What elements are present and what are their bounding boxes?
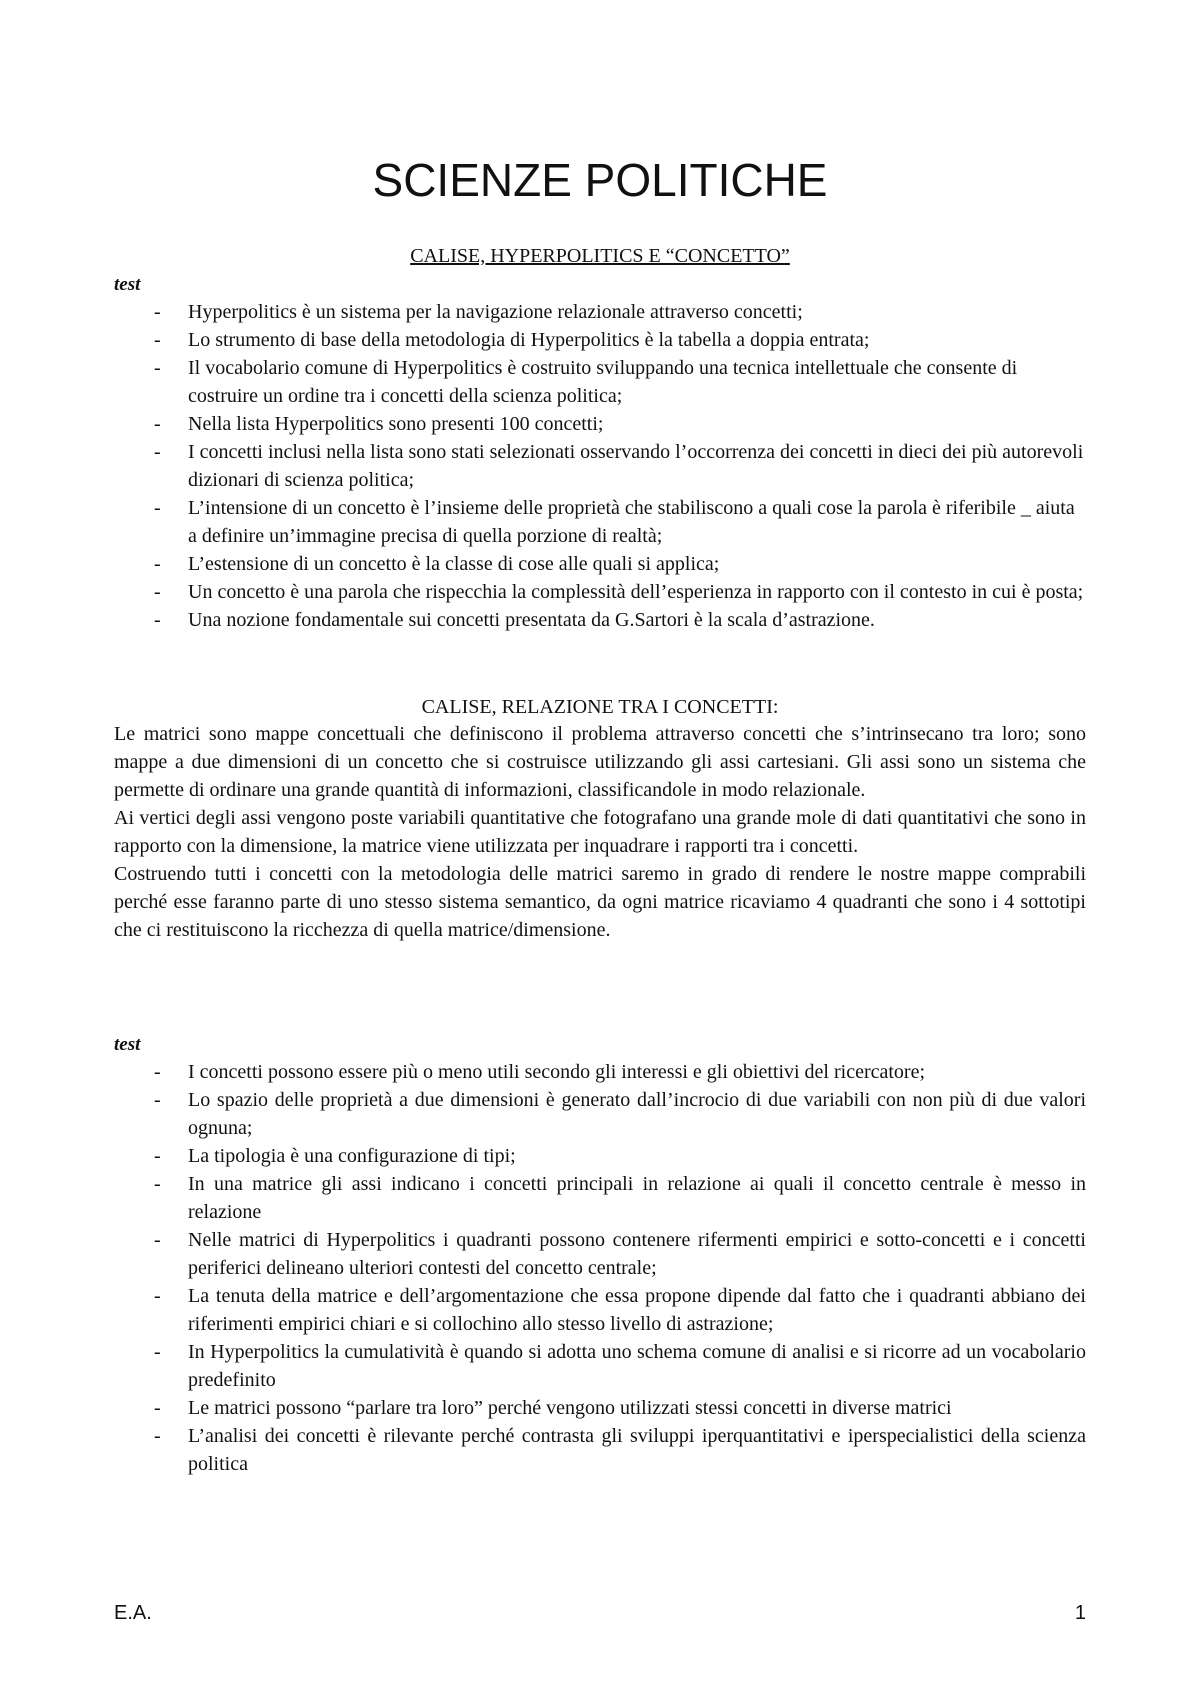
list-item: - Nella lista Hyperpolitics sono presenti 100 concetti; [154,413,604,435]
list-item: - Lo spazio delle proprietà a due dimensioni è generato dall’incrocio di due variabili con non più di due valori ognuna; [154,1089,1086,1139]
list-item: - L’estensione di un concetto è la classe di cose alle quali si applica; [154,553,720,575]
test-list-1 [114,298,1086,634]
list-item: - In una matrice gli assi indicano i concetti principali in relazione ai quali il concetto centrale è messo in relazione [154,1173,1086,1223]
list-item: - I concetti inclusi nella lista sono stati selezionati osservando l’occorrenza dei concetti in dieci dei più autorevoli dizionari di scienza politica; [154,441,1084,491]
list-item: - La tenuta della matrice e dell’argomentazione che essa propone dipende dal fatto che i quadranti abbiano dei riferimenti empirici chiari e si collochino allo stesso livello di astrazione; [154,1285,1086,1335]
page-number: 1 [1074,1602,1086,1624]
list-item: - Le matrici possono “parlare tra loro” perché vengono utilizzati stessi concetti in diverse matrici [154,1397,952,1419]
list-item: - Lo strumento di base della metodologia di Hyperpolitics è la tabella a doppia entrata; [154,329,870,351]
footer-author: E.A. [114,1602,152,1624]
test-label: test [114,274,141,295]
test-list-2 [114,1058,1086,1478]
paragraph: Ai vertici degli assi vengono poste variabili quantitative che fotografano una grande mole di dati quantitativi che sono in rapporto con la dimensione, la matrice viene utilizzata per inquadrare i rapporti tra i concetti. [114,807,1086,857]
list-item: - Il vocabolario comune di Hyperpolitics è costruito sviluppando una tecnica intellettuale che consente di costruire un ordine tra i concetti della scienza politica; [154,357,1018,407]
paragraph: Le matrici sono mappe concettuali che definiscono il problema attraverso concetti che s’intrinsecano tra loro; sono mappe a due dimensioni di un concetto che si costruisce utilizzando gli assi cartesiani. Gli assi sono un sistema che permette di ordinare una grande quantità di informazioni, classificandole in modo relazionale. [114,723,1086,801]
section-heading-hyperpolitics: CALISE, HYPERPOLITICS E “CONCETTO” [410,245,790,267]
document-title: SCIENZE POLITICHE [372,154,828,206]
list-item: - I concetti possono essere più o meno utili secondo gli interessi e gli obiettivi del ricercatore; [154,1061,926,1083]
test-label: test [114,1034,141,1055]
section-heading-relazione: CALISE, RELAZIONE TRA I CONCETTI: [421,696,779,718]
paragraph: Costruendo tutti i concetti con la metodologia delle matrici saremo in grado di rendere le nostre mappe comprabili perché esse faranno parte di uno stesso sistema semantico, da ogni matrice ricaviamo 4 quadranti che sono i 4 sottotipi che ci restituiscono la ricchezza di quella matrice/dimensione. [114,863,1086,941]
list-item: - Nelle matrici di Hyperpolitics i quadranti possono contenere rifermenti empirici e sotto-concetti e i concetti periferici delineano ulteriori contesti del concetto centrale; [154,1229,1086,1279]
list-item: - L’analisi dei concetti è rilevante perché contrasta gli sviluppi iperquantitativi e iperspecialistici della scienza politica [154,1425,1086,1475]
list-item: - Hyperpolitics è un sistema per la navigazione relazionale attraverso concetti; [154,301,803,323]
list-item: - Un concetto è una parola che rispecchia la complessità dell’esperienza in rapporto con il contesto in cui è posta; [154,581,1084,603]
list-item: - La tipologia è una configurazione di tipi; [154,1145,516,1167]
list-item: - L’intensione di un concetto è l’insieme delle proprietà che stabiliscono a quali cose la parola è riferibile _ aiuta a definire un’immagine precisa di quella porzione di realtà; [154,497,1075,547]
list-item: - Una nozione fondamentale sui concetti presentata da G.Sartori è la scala d’astrazione. [154,609,875,631]
section-body [114,720,1086,944]
list-item: - In Hyperpolitics la cumulatività è quando si adotta uno schema comune di analisi e si ricorre ad un vocabolario predefinito [154,1341,1086,1391]
